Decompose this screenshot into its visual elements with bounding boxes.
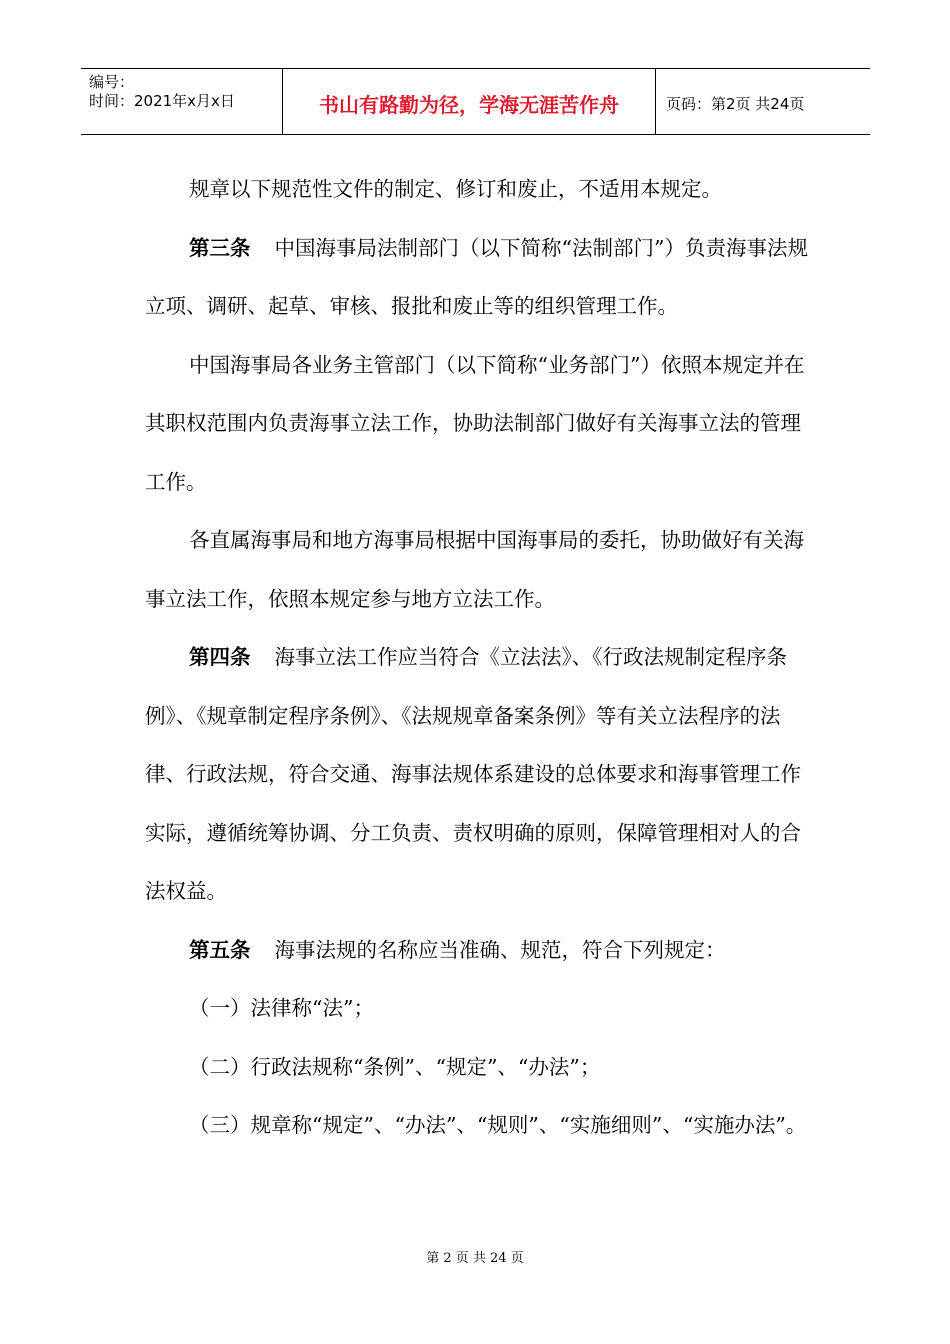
document-header (81, 68, 870, 135)
body-paragraph (145, 1096, 810, 1155)
paragraph-text: （三）规章称“规定”、“办法”、“规则”、“实施细则”、“实施办法”。 (189, 1113, 807, 1137)
body-paragraph (145, 921, 810, 980)
body-paragraph (145, 1038, 810, 1097)
document-time-label: 时间：2021年x月x日 (89, 92, 235, 110)
paragraph-text: 海事立法工作应当符合《立法法》、《行政法规制定程序条例》、《规章制定程序条例》、《法规规章备案条例》等有关立法程序的法律、行政法规，符合交通、海事法规体系建设的总体要求和海事管理工作实际，遵循统筹协调、分工负责、责权明确的原则，保障管理相对人的合法权益。 (145, 645, 801, 903)
paragraph-text: （二）行政法规称“条例”、“规定”、“办法”； (189, 1054, 601, 1079)
body-paragraph (145, 979, 810, 1038)
document-number-label: 编号： (89, 73, 135, 91)
body-paragraph (145, 628, 810, 921)
document-body (145, 160, 810, 1155)
article-number: 第四条 (189, 645, 251, 669)
header-motto: 书山有路勤为径，学海无涯苦作舟 (283, 69, 656, 134)
paragraph-text: 各直属海事局和地方海事局根据中国海事局的委托，协助做好有关海事立法工作，依照本规定参与地方立法工作。 (145, 528, 804, 611)
paragraph-text: 规章以下规范性文件的制定、修订和废止，不适用本规定。 (189, 177, 722, 201)
paragraph-text: 中国海事局法制部门（以下简称“法制部门”）负责海事法规立项、调研、起草、审核、报批和废止等的组织管理工作。 (145, 235, 808, 318)
header-page-info: 页码：第2页 共24页 (666, 95, 805, 113)
paragraph-text: 海事法规的名称应当准确、规范，符合下列规定： (274, 937, 726, 962)
paragraph-text: 中国海事局各业务主管部门（以下简称“业务部门”）依照本规定并在其职权范围内负责海事立法工作，协助法制部门做好有关海事立法的管理工作。 (145, 352, 805, 494)
article-number: 第三条 (189, 235, 251, 260)
paragraph-text: （一）法律称“法”； (189, 996, 374, 1020)
body-paragraph (145, 336, 810, 512)
body-paragraph (145, 511, 810, 628)
body-paragraph (145, 219, 810, 336)
header-meta (81, 69, 283, 134)
article-number: 第五条 (189, 937, 251, 962)
body-paragraph (145, 160, 810, 219)
page-footer: 第 2 页 共 24 页 (426, 1251, 524, 1266)
